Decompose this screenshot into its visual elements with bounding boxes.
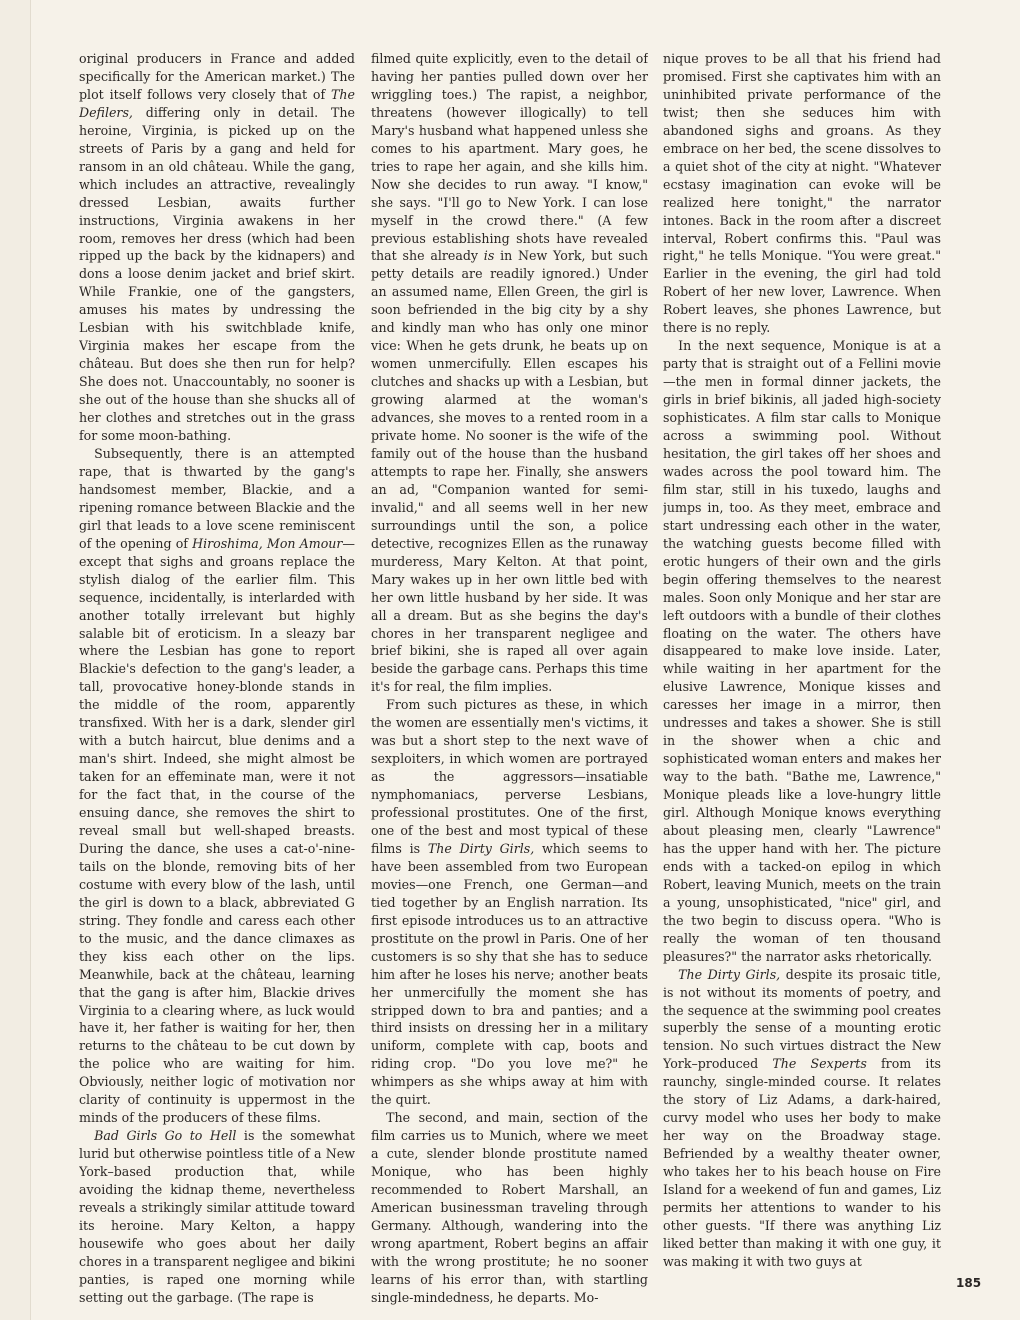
italic-title: The Sexperts xyxy=(772,1056,867,1072)
article-paragraph xyxy=(371,696,648,1109)
italic-title: Bad Girls Go to Hell xyxy=(94,1128,237,1144)
article-paragraph xyxy=(663,966,941,1271)
text-run: original producers in France and added specifically for the American market.) The plot itself follows very closely that of xyxy=(79,51,355,102)
text-run: —except that sighs and groans replace the stylish dialog of the earlier film. This sequence, incidentally, is interlarded with another totally irrelevant but highly salable bit of eroticism. In a sleazy bar where the Lesbian has gone to report Blackie's defection to the gang's leader, a tall, provocative honey-blonde stands in the middle of the room, apparently transfixed. With her is a dark, slender girl with a butch haircut, blue denims and a man's shirt. Indeed, she might almost be taken for an effeminate man, were it not for the fact that, in the course of the ensuing dance, she removes the shirt to reveal small but well-shaped breasts. During the dance, she uses a cat-o'-nine-tails on the blonde, removing bits of her costume with every blow of the lash, until the girl is down to a black, abbreviated G string. They fondle and caress each other to the music, and the dance climaxes as they kiss each other on the lips. Meanwhile, back at the château, learning that the gang is after him, Blackie drives Virginia to a clearing where, as luck would have it, her father is waiting for her, then returns to the château to be cut down by the police who are waiting for him. Obviously, neither logic of motivation nor clarity of continuity is uppermost in the minds of the producers of these films. xyxy=(79,535,355,1126)
text-run: filmed quite explicitly, even to the detail of having her panties pulled down over her wriggling toes.) The rapist, a neighbor, threatens (however illogically) to tell Mary's husband what happened unless she comes to his apartment. Mary goes, he tries to rape her again, and she kills him. Now she decides to run away. "I know," she says. "I'll go to New York. I can lose myself in the crowd there." (A few previous establishing shots have revealed that she already xyxy=(371,51,648,264)
italic-title: is xyxy=(483,248,495,264)
text-column-3 xyxy=(663,50,941,1312)
text-run: despite its prosaic title, is not without its moments of poetry, and the sequence at the swimming pool creates superbly the sense of a mounting erotic tension. No such virtues distract the New York–produced xyxy=(663,966,941,1072)
article-paragraph xyxy=(663,337,941,965)
text-run: The second, and main, section of the film carries us to Munich, where we meet a cute, slender blonde prostitute named Monique, who has been highly recommended to Robert Marshall, an American businessman traveling through Germany. Although, wandering into the wrong apartment, Robert begins an affair with the wrong prostitute; he no sooner learns of his error than, with startling single-mindedness, he departs. Mo- xyxy=(371,1110,648,1305)
text-run: differing only in detail. The heroine, Virginia, is picked up on the streets of Paris by a gang and held for ransom in an old château. While the gang, which includes an attractive, revealingly dressed Lesbian, awaits further instructions, Virginia awakens in her room, removes her dress (which had been ripped up the back by the kidnapers) and dons a loose denim jacket and brief skirt. While Frankie, one of the gangsters, amuses his mates by undressing the Lesbian with his switchblade knife, Virginia makes her escape from the château. But does she then run for help? She does not. Unaccountably, no sooner is she out of the house than she shucks all of her clothes and stretches out in the grass for some moon-bathing. xyxy=(79,104,355,444)
text-run: from its raunchy, single-minded course. It relates the story of Liz Adams, a dark-haired, curvy model who uses her body to make her way on the Broadway stage. Befriended by a wealthy theater owner, who takes her to his beach house on Fire Island for a weekend of fun and games, Liz permits her attentions to wander to his other guests. "If there was anything Liz liked better than making it with one guy, it was making it with two guys at xyxy=(663,1056,941,1269)
article-paragraph xyxy=(371,50,648,696)
text-run: in New York, but such petty details are readily ignored.) Under an assumed name, Ellen Green, the girl is soon befriended in the big city by a shy and kindly man who has only one minor vice: When he gets drunk, he beats up on women unmercifully. Ellen escapes his clutches and shacks up with a Lesbian, but growing alarmed at the woman's advances, she moves to a rented room in a private home. No sooner is the wife of the family out of the house than the husband attempts to rape her. Finally, she answers an ad, "Companion wanted for semi-invalid," and all seems well in her new surroundings until the son, a police detective, recognizes Ellen as the runaway murderess, Mary Kelton. At that point, Mary wakes up in her own little bed with her own little husband by her side. It was all a dream. But as she begins the day's chores in her transparent negligee and brief bikini, she is raped all over again beside the garbage cans. Perhaps this time it's for real, the film implies. xyxy=(371,248,648,695)
page-number: 185 xyxy=(956,1276,982,1290)
article-paragraph xyxy=(79,445,355,1127)
article-paragraph xyxy=(79,50,355,445)
article-paragraph xyxy=(79,1127,355,1307)
article-paragraph xyxy=(371,1109,648,1306)
magazine-page xyxy=(30,0,1020,1320)
text-run: Subsequently, there is an attempted rape, that is thwarted by the gang's handsomest member, Blackie, and a ripening romance between Blackie and the girl that leads to a love scene reminiscent of the opening of xyxy=(79,445,355,551)
text-column-1 xyxy=(79,50,355,1312)
text-run: which seems to have been assembled from two European movies—one French, one German—and tied together by an English narration. Its first episode introduces us to an attractive prostitute on the prowl in Paris. One of her customers is so shy that she has to seduce him after he loses his nerve; another beats her unmercifully the moment she has stripped down to bra and panties; and a third insists on dressing her in a military uniform, complete with cap, boots and riding crop. "Do you love me?" he whimpers as she whips away at him with the quirt. xyxy=(371,840,648,1108)
text-column-2 xyxy=(371,50,648,1312)
italic-title: The Dirty Girls, xyxy=(678,966,781,982)
article-paragraph xyxy=(663,50,941,337)
italic-title: The Defilers, xyxy=(79,86,355,120)
italic-title: The Dirty Girls, xyxy=(427,840,535,856)
text-run: is the somewhat lurid but otherwise pointless title of a New York–based production that, while avoiding the kidnap theme, nevertheless reveals a strikingly similar attitude toward its heroine. Mary Kelton, a happy housewife who goes about her daily chores in a transparent negligee and bikini panties, is raped one morning while setting out the garbage. (The rape is xyxy=(79,1128,355,1305)
text-run: nique proves to be all that his friend had promised. First she captivates him with an uninhibited private performance of the twist; then she seduces him with abandoned sighs and groans. As they embrace on her bed, the scene dissolves to a quiet shot of the city at night. "Whatever ecstasy imagination can evoke will be realized here tonight," the narrator intones. Back in the room after a discreet interval, Robert confirms this. "Paul was right," he tells Monique. "You were great." Earlier in the evening, the girl had told Robert of her new lover, Lawrence. When Robert leaves, she phones Lawrence, but there is no reply. xyxy=(663,51,941,336)
italic-title: Hiroshima, Mon Amour xyxy=(192,535,343,551)
text-run: In the next sequence, Monique is at a party that is straight out of a Fellini movie—the men in formal dinner jackets, the girls in brief bikinis, all jaded high-society sophisticates. A film star calls to Monique across a swimming pool. Without hesitation, the girl takes off her shoes and wades across the pool toward him. The film star, still in his tuxedo, laughs and jumps in, too. As they meet, embrace and start undressing each other in the water, the watching guests become filled with erotic hungers of their own and the girls begin offering themselves to the nearest males. Soon only Monique and her star are left outdoors with a bundle of their clothes floating on the water. The others have disappeared to make love inside. Later, while waiting in her apartment for the elusive Lawrence, Monique kisses and caresses her image in a mirror, then undresses and takes a shower. She is still in the shower when a chic and sophisticated woman enters and makes her way to the bath. "Bathe me, Lawrence," Monique pleads like a love-hungry little girl. Although Monique knows everything about pleasing men, clearly "Lawrence" has the upper hand with her. The picture ends with a tacked-on epilog in which Robert, leaving Munich, meets on the train a young, unsophisticated, "nice" girl, and the two begin to discuss opera. "Who is really the woman of ten thousand pleasures?" the narrator asks rhetorically. xyxy=(663,338,941,964)
text-run: From such pictures as these, in which the women are essentially men's victims, it was but a short step to the next wave of sexploiters, in which women are portrayed as the aggressors—insatiable nymphomaniacs, perverse Lesbians, professional prostitutes. One of the first, one of the best and most typical of these films is xyxy=(371,697,648,856)
